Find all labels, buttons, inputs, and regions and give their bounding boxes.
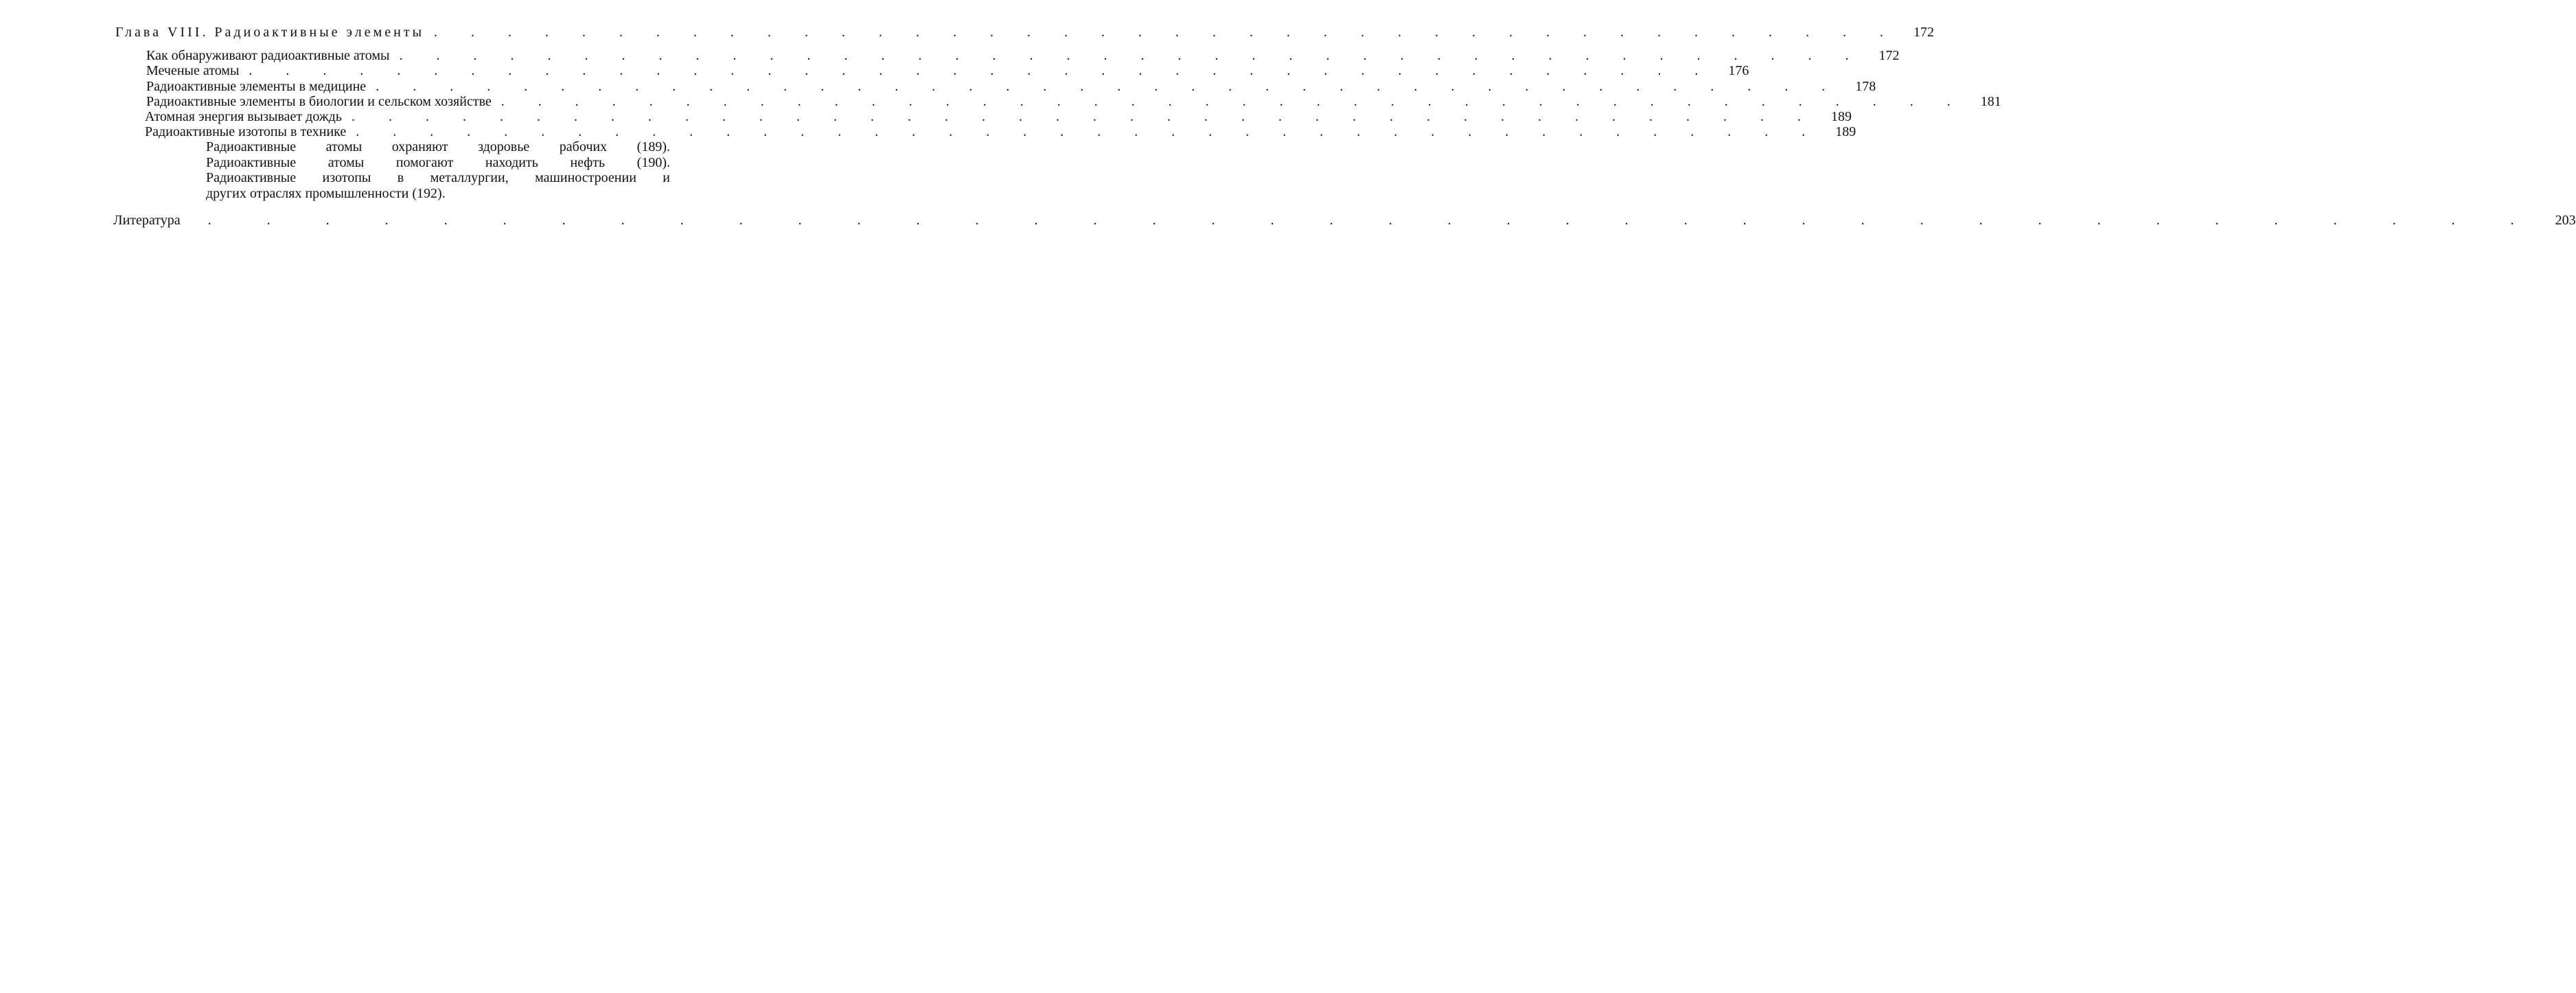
section-page-number: 189 (1835, 124, 1856, 139)
section-title: Атомная энергия вызывает дождь (145, 109, 342, 124)
dot-leader: . . . . . . . . . . . . . . . . . . . . . . . . . . . . . . . . . . . . . . . . (351, 109, 1816, 124)
subsection-paragraph (206, 139, 670, 201)
section-page-number: 172 (1878, 48, 1900, 63)
section-title: Меченые атомы (146, 63, 240, 78)
subsection-line: Радиоактивные изотопы в металлургии, машиностроении и (206, 170, 670, 185)
section-page-number: 178 (1855, 79, 1876, 94)
section-title: Радиоактивные изотопы в технике (145, 124, 347, 139)
dot-leader: . . . . . . . . . . . . . . . . . . . . . . . . . . . . . . . . . . . . . . . . (376, 79, 1841, 94)
section-title: Радиоактивные элементы в биологии и сельском хозяйстве (146, 94, 492, 109)
toc-section-row (146, 47, 1900, 64)
dot-leader: . . . . . . . . . . . . . . . . . . . . . . . . . . . . . . . . . . . . . . . . (434, 25, 1899, 40)
section-title: Радиоактивные элементы в медицине (146, 79, 367, 94)
literature-title: Литература (113, 213, 181, 228)
subsection-line: других отраслях промышленности (192). (206, 185, 446, 201)
subsection-line: Радиоактивные атомы помогают находить нефть (190). (206, 154, 670, 170)
chapter-page-number: 172 (1913, 25, 1935, 40)
section-title: Как обнаруживают радиоактивные атомы (146, 48, 390, 63)
toc-section-row (146, 62, 1749, 79)
toc-section-row (146, 78, 1876, 95)
dot-leader: . . . . . . . . . . . . . . . . . . . . . . . . . . . . . . . . . . . . . . . . (207, 213, 2540, 228)
section-page-number: 181 (1980, 94, 2001, 109)
dot-leader: . . . . . . . . . . . . . . . . . . . . . . . . . . . . . . . . . . . . . . . . (356, 124, 1821, 139)
chapter-title: Глава VIII. Радиоактивные элементы (115, 25, 425, 40)
dot-leader: . . . . . . . . . . . . . . . . . . . . . . . . . . . . . . . . . . . . . . . . (399, 48, 1864, 63)
section-page-number: 176 (1728, 63, 1749, 78)
dot-leader: . . . . . . . . . . . . . . . . . . . . . . . . . . . . . . . . . . . . . . . . (501, 94, 1966, 109)
subsection-line: Радиоактивные атомы охраняют здоровье рабочих (189). (206, 139, 670, 154)
dot-leader: . . . . . . . . . . . . . . . . . . . . . . . . . . . . . . . . . . . . . . . . (249, 63, 1714, 78)
toc-section-row (145, 108, 1852, 125)
toc-section-row (146, 93, 2001, 110)
toc-section-row (145, 124, 1856, 140)
toc-chapter-row (115, 24, 1935, 40)
literature-page-number: 203 (2555, 213, 2576, 228)
section-page-number: 189 (1830, 109, 1852, 124)
toc-literature-row (113, 212, 2576, 229)
